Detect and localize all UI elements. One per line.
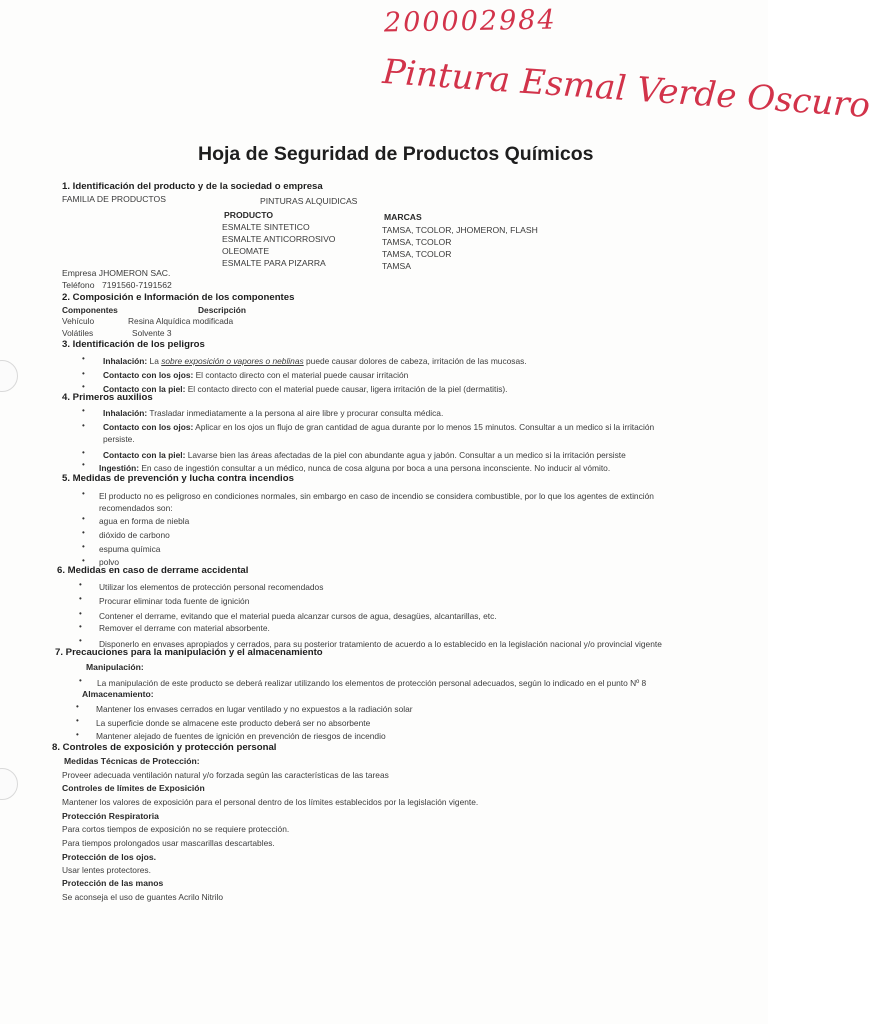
hole-punch-mark (0, 360, 18, 392)
first-aid-item: Contacto con la piel: Lavarse bien las áreas afectadas de la piel con abundante agua y jabón. Consultar a un medico si la irritación persiste (103, 450, 626, 460)
storage-item: La superficie donde se almacene este producto deberá ser no absorbente (96, 718, 371, 728)
column-header-marcas: MARCAS (384, 212, 422, 222)
product-item: ESMALTE PARA PIZARRA (222, 258, 326, 268)
almacenamiento-label: Almacenamiento: (82, 689, 154, 699)
section-2-heading: 2. Composición e Información de los componentes (62, 292, 295, 303)
component-label: Vehículo (62, 316, 95, 326)
limites-text: Mantener los valores de exposición para el personal dentro de los límites establecidos por la legislación vigente. (62, 797, 479, 807)
bullet: • (82, 382, 85, 391)
tecnicas-label: Medidas Técnicas de Protección: (64, 756, 200, 766)
fire-intro-continuation: recomendados son: (99, 503, 173, 513)
bullet: • (79, 609, 82, 618)
respiratoria-text: Para tiempos prolongados usar mascarillas descartables. (62, 838, 275, 848)
handling-item: La manipulación de este producto se deberá realizar utilizando los elementos de protección personal adecuados, según lo indicado en el punto Nº 8 (97, 678, 647, 688)
familia-value: PINTURAS ALQUIDICAS (260, 196, 358, 206)
section-1-heading: 1. Identificación del producto y de la sociedad o empresa (62, 181, 323, 192)
section-5-heading: 5. Medidas de prevención y lucha contra incendios (62, 473, 294, 484)
section-8-heading: 8. Controles de exposición y protección personal (52, 742, 277, 753)
spill-item: Remover el derrame con material absorbente. (99, 623, 270, 633)
empresa: Empresa JHOMERON SAC. (62, 268, 171, 278)
spill-item: Utilizar los elementos de protección personal recomendados (99, 582, 324, 592)
hazard-item: Inhalación: La sobre exposición o vapores o neblinas puede causar dolores de cabeza, irritación de las mucosas. (103, 356, 527, 366)
section-3-heading: 3. Identificación de los peligros (62, 339, 205, 350)
product-item: ESMALTE SINTETICO (222, 222, 310, 232)
spill-item: Procurar eliminar toda fuente de ignición (99, 596, 250, 606)
manipulacion-label: Manipulación: (86, 662, 144, 672)
storage-item: Mantener alejado de fuentes de ignición en prevención de riesgos de incendio (96, 731, 386, 741)
bullet: • (79, 676, 82, 685)
product-item: OLEOMATE (222, 246, 270, 256)
familia-label: FAMILIA DE PRODUCTOS (62, 194, 166, 204)
bullet: • (82, 369, 85, 378)
hole-punch-mark (0, 768, 18, 800)
section-7-heading: 7. Precauciones para la manipulación y el almacenamiento (55, 647, 323, 658)
spill-item: Disponerlo en envases apropiados y cerrados, para su posterior tratamiento de acuerdo a lo establecido en la legislación nacional y/o provincial vigente (99, 639, 662, 649)
bullet: • (76, 702, 79, 711)
spill-item: Contener el derrame, evitando que el material pueda alcanzar cursos de agua, desagües, alcantarillas, etc. (99, 611, 497, 621)
extinguisher-item: agua en forma de niebla (99, 516, 190, 526)
extinguisher-item: dióxido de carbono (99, 530, 170, 540)
ojos-label: Protección de los ojos. (62, 852, 157, 862)
hazard-item: Contacto con los ojos: El contacto directo con el material puede causar irritación (103, 370, 409, 380)
bullet: • (82, 354, 85, 363)
bullet: • (82, 514, 85, 523)
section-4-heading: 4. Primeros auxilios (62, 392, 153, 403)
fire-intro: El producto no es peligroso en condiciones normales, sin embargo en caso de incendio se considera combustible, por lo que los agentes de extinción (99, 491, 654, 501)
bullet: • (82, 448, 85, 457)
column-header-componentes: Componentes (62, 305, 118, 315)
respiratoria-label: Protección Respiratoria (62, 811, 159, 821)
brand-item: TAMSA (382, 261, 411, 271)
component-value: Resina Alquídica modificada (128, 316, 234, 326)
column-header-producto: PRODUCTO (224, 210, 274, 220)
column-header-descripcion: Descripción (198, 305, 246, 315)
manos-text: Se aconseja el uso de guantes Acrilo Nitrilo (62, 892, 224, 902)
bullet: • (79, 580, 82, 589)
tecnicas-text: Proveer adecuada ventilación natural y/o forzada según las características de las tareas (62, 770, 389, 780)
bullet: • (76, 730, 79, 739)
limites-label: Controles de límites de Exposición (62, 783, 205, 793)
component-label: Volátiles (62, 328, 94, 338)
bullet: • (79, 636, 82, 645)
telefono-value: 7191560-7191562 (102, 280, 172, 290)
telefono-label: Teléfono (62, 280, 95, 290)
bullet: • (82, 489, 85, 498)
first-aid-item: Inhalación: Trasladar inmediatamente a la persona al aire libre y procurar consulta médica. (103, 408, 444, 418)
respiratoria-text: Para cortos tiempos de exposición no se requiere protección. (62, 824, 290, 834)
section-6-heading: 6. Medidas en caso de derrame accidental (57, 565, 249, 576)
brand-item: TAMSA, TCOLOR, JHOMERON, FLASH (382, 225, 538, 235)
hazard-item: Contacto con la piel: El contacto directo con el material puede causar, ligera irritación de la piel (dermatitis). (103, 384, 508, 394)
bullet: • (76, 716, 79, 725)
product-item: ESMALTE ANTICORROSIVO (222, 234, 336, 244)
bullet: • (79, 594, 82, 603)
brand-item: TAMSA, TCOLOR (382, 237, 452, 247)
first-aid-item-continuation: persiste. (103, 434, 135, 444)
document-title: Hoja de Seguridad de Productos Químicos (198, 143, 594, 165)
first-aid-item: Contacto con los ojos: Aplicar en los ojos un flujo de gran cantidad de agua durante por lo menos 15 minutos. Consultar a un medico si la irritación (103, 422, 655, 432)
brand-item: TAMSA, TCOLOR (382, 249, 452, 259)
bullet: • (82, 556, 85, 565)
handwritten-note: Pintura Esmal Verde Oscuro (381, 52, 871, 126)
extinguisher-item: espuma química (99, 544, 161, 554)
component-value: Solvente 3 (132, 328, 172, 338)
first-aid-item: Ingestión: En caso de ingestión consultar a un médico, nunca de cosa alguna por boca a una persona inconsciente. No inducir al vómito. (99, 463, 611, 473)
storage-item: Mantener los envases cerrados en lugar ventilado y no expuestos a la radiación solar (96, 704, 413, 714)
bullet: • (82, 542, 85, 551)
bullet: • (82, 406, 85, 415)
extinguisher-item: polvo (99, 557, 120, 567)
bullet: • (82, 528, 85, 537)
bullet: • (79, 622, 82, 631)
bullet: • (82, 421, 85, 430)
bullet: • (82, 460, 85, 469)
handwritten-code: 200002984 (383, 4, 557, 39)
ojos-text: Usar lentes protectores. (62, 865, 151, 875)
manos-label: Protección de las manos (62, 878, 164, 888)
